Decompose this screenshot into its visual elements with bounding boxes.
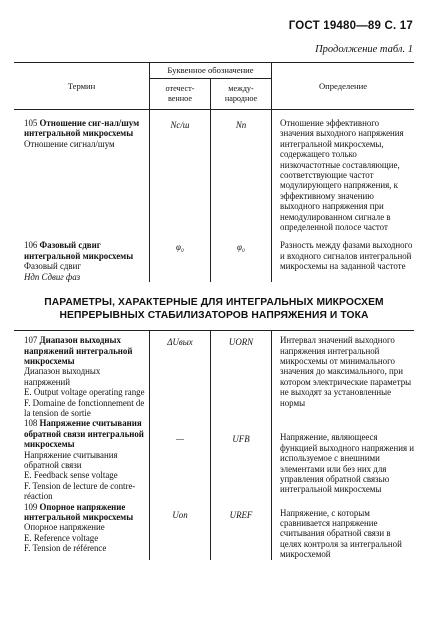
international-symbol: UFB bbox=[232, 434, 250, 445]
table-continuation-label: Продолжение табл. 1 bbox=[315, 44, 413, 55]
term-short: Напряжение считывания обратной связи bbox=[24, 449, 118, 470]
table-row bbox=[14, 418, 414, 501]
table-row bbox=[14, 232, 414, 282]
term-number: 106 bbox=[24, 240, 38, 251]
term-english: E. Feedback sense voltage bbox=[24, 470, 118, 481]
term-definition: Напряжение, являющееся функцией выходного напряжения и используемое с внешними элементами или без них для управления обратной связью интегральной микросхемы bbox=[280, 432, 414, 495]
terms-table bbox=[14, 62, 414, 560]
section-title: ПАРАМЕТРЫ, ХАРАКТЕРНЫЕ ДЛЯ ИНТЕГРАЛЬНЫХ МИКРОСХЕМ НЕПРЕРЫВНЫХ СТАБИЛИЗАТОРОВ НАПРЯЖЕНИЯ И ТОКА bbox=[44, 297, 384, 322]
term-bold: Фазовый сдвиг интегральной микросхемы bbox=[24, 240, 134, 261]
national-symbol: ΔUвых bbox=[167, 337, 193, 348]
international-symbol: UORN bbox=[228, 337, 254, 348]
table-row bbox=[14, 502, 414, 560]
term-bold: Отношение сиг-нал/шум интегральной микросхемы bbox=[24, 118, 140, 139]
national-symbol: Nс/ш bbox=[170, 120, 190, 130]
term-english: E. Reference voltage bbox=[24, 532, 99, 543]
international-symbol: UREF bbox=[229, 509, 253, 520]
term-bold: Опорное напряжение интегральной микросхемы bbox=[24, 501, 134, 522]
col-symbol-group-header: Буквенное обозначение bbox=[150, 63, 272, 79]
term-short: Отношение сигнал/шум bbox=[24, 138, 115, 149]
term-french: F. Tension de référence bbox=[24, 543, 107, 554]
table-row bbox=[14, 331, 414, 419]
term-definition: Напряжение, с которым сравнивается напряжение считывания обратной связи в целях контроля за интегральной микросхемой bbox=[280, 507, 402, 560]
term-english: E. Output voltage operating range bbox=[24, 387, 145, 398]
col-national-header: отечест- венное bbox=[150, 79, 211, 110]
term-french: F. Domaine de fonctionnement de la tension de sortie bbox=[24, 397, 145, 418]
term-french: F. Tension de lecture de contre-réaction bbox=[24, 480, 136, 502]
term-short: Фазовый сдвиг bbox=[24, 261, 81, 272]
term-number: 108 bbox=[24, 418, 38, 429]
term-bold: Диапазон выходных напряжений интегральной микросхемы bbox=[24, 335, 133, 366]
national-symbol: — bbox=[176, 434, 184, 445]
col-term-header: Термин bbox=[14, 63, 150, 110]
page-header: ГОСТ 19480—89 С. 17 bbox=[288, 20, 413, 32]
term-definition: Разность между фазами выходного и входного сигналов интегральной микросхемы на заданной частоте bbox=[280, 240, 413, 272]
international-symbol: Nn bbox=[235, 120, 247, 130]
national-symbol: Uоп bbox=[172, 509, 188, 520]
term-short: Диапазон выходных напряжений bbox=[24, 366, 101, 387]
term-number: 105 bbox=[24, 118, 38, 128]
international-symbol: φ₀ bbox=[237, 242, 245, 253]
national-symbol: φ₀ bbox=[176, 242, 184, 253]
table-row bbox=[14, 110, 414, 233]
term-deprecated: Ндп Сдвиг фаз bbox=[24, 271, 81, 282]
col-international-header: между- народное bbox=[211, 79, 272, 110]
term-number: 109 bbox=[24, 501, 38, 512]
term-definition: Интервал значений выходного напряжения интегральной микросхемы от минимального значения до максимального, при котором электрические параметры не выходят за установленные нормы bbox=[280, 335, 412, 408]
term-bold: Напряжение считывания обратной связи интегральной микросхемы bbox=[24, 418, 144, 450]
col-definition-header: Определение bbox=[272, 63, 415, 110]
term-number: 107 bbox=[24, 335, 38, 346]
term-short: Опорное напряжение bbox=[24, 522, 105, 533]
term-definition: Отношение эффективного значения выходного напряжения интегральной микросхемы, содержащего только низкочастотные составляющие, соответствующие частот модулирующего напряжения, к эффективному значению выходного напряжения при немодулированном сигнале в определенной полосе частот bbox=[280, 118, 404, 233]
